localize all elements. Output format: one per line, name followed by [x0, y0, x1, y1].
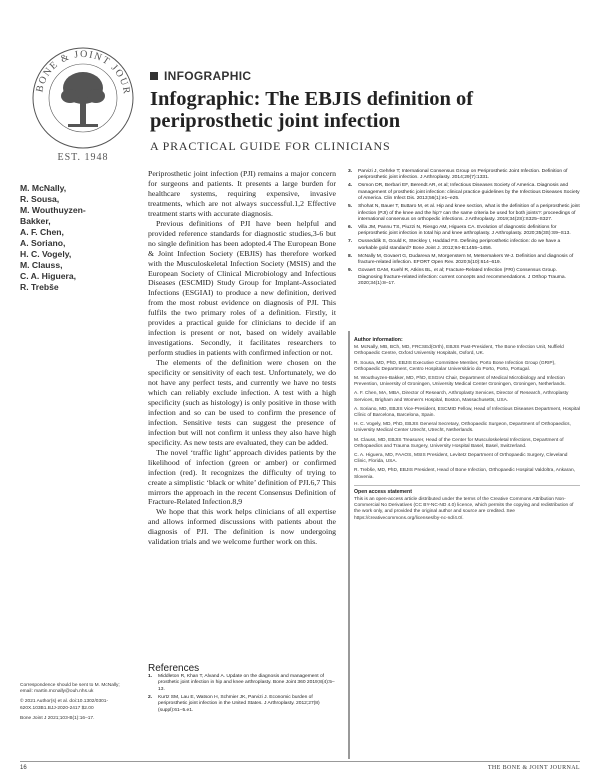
references-list-left [148, 674, 336, 716]
references-heading: References [148, 663, 200, 674]
author: A. Soriano, [20, 238, 66, 248]
references-list-right [348, 169, 580, 289]
body-paragraph: Previous definitions of PJI have been helpful and provided reference standards for diagnostic studies,3-6 but no single definition has been adopted.4 The European Bone & Joint Infection Society (EBJIS) has therefore worked with the Musculoskeletal Infection Society (MSIS) and the European Society of Clinical Microbiology and Infectious Diseases (ESCMID) Study Group for Implant-Associated Infections (ESGIAI) to produce a new definition, derived from the most robust evidence on diagnosis of PJI. This fulfils the two primary roles of a definition. Firstly, it provides a practical guide for clinicians to decide if an infection is present or not, based on widely available investigations. Secondly, it facilitates researchers to perform studies in patients with confirmed infection or not. [148, 218, 336, 358]
page-number: 16 [20, 765, 27, 771]
reference-item [148, 695, 336, 714]
reference-text: Shohat N, Bauer T, Buttaro M, et al. Hip and knee section, what is the definition of a periprosthetic joint infection (PJI) of the knee and the hip? can the same criteria be used for both joints?: proceedings of international consensus on orthopedic infections. J Arthroplasty. 2019;34(2S):S325–S327. [358, 204, 580, 223]
reference-text: Osmon DR, Berbari EF, Berendt AR, et al; Infectious Diseases Society of America. Diagnosis and management of prosthetic joint infection: clinical practice guidelines by the Infectious Diseases Society of America. Clin Infect Dis. 2013;56(1):e1–e25. [358, 183, 580, 202]
body-paragraph: We hope that this work helps clinicians of all expertise and allows informed discussions with patients about the diagnosis of PJI. The definition is now undergoing validation trials and we welcome further work on this. [148, 507, 336, 547]
reference-number: 5. [348, 204, 353, 210]
journal-logo [28, 16, 138, 166]
author: M. McNally, [20, 183, 67, 193]
author-affiliation: M. McNally, MB, BCh, MD, FRCSEd(Orth), EBJIS Past-President, The Bone Infection Unit, Nuffield Orthopaedic Centre, Oxford University Hospitals, Oxford, UK. [354, 345, 564, 357]
section-tag [150, 69, 251, 83]
author: M. Clauss, [20, 260, 63, 270]
author-affiliation: C. A. Higuera, MD, FAAOS, MSIS President, Levitetz Department of Orthopaedic Surgery, Cleveland Clinic, Florida, USA. [354, 453, 568, 465]
author-information-box [348, 331, 580, 759]
author-affiliation: A. F. Chen, MA, MBA, Director of Research, Arthroplasty Services, Director of Research, Arthroplasty Services, Brigham and Women's Hospital, Boston, Massachusetts, USA. [354, 391, 569, 403]
journal-name: THE BONE & JOINT JOURNAL [487, 765, 580, 771]
reference-item [348, 204, 580, 223]
bone-joint-seal-icon [28, 16, 138, 166]
reference-item [348, 225, 580, 238]
body-paragraph: Periprosthetic joint infection (PJI) remains a major concern for surgeons and patients. It presents a large burden for healthcare systems, requiring expensive, invasive treatments, which are not always successful.1,2 Effective treatment starts with accurate diagnosis. [148, 169, 336, 218]
section-tag-label: INFOGRAPHIC [164, 69, 252, 83]
square-bullet-icon [150, 72, 158, 80]
body-paragraph: The elements of the definition were chosen on the specificity or sensitivity of each test. Unfortunately, we do not have any perfect tests, and currently we have no tests which can reliably exclude infection. A test with a high specificity (such as histology) is only positive in those with infection and so can be used to confirm the presence of infection. Sensitive tests can suggest the presence of infection but will not confirm it unless they also have high specificity. As new tests are evaluated, they can be added. [148, 358, 336, 447]
author: M. Wouthuyzen-Bakker, [20, 205, 86, 226]
author-affiliation: H. C. Vogely, MD, PhD, EBJIS General Secretary, Orthopaedic Surgeon, Department of Orthopaedics, University Medical Center Utrecht, Utrecht, Netherlands. [354, 422, 571, 434]
divider [354, 485, 580, 486]
reference-number: 9. [348, 268, 353, 274]
reference-item [348, 268, 580, 287]
reference-text: Kurtz SM, Lau E, Watson H, Schmier JK, Parvizi J. Economic burden of periprosthetic joint infection in the United States. J Arthroplasty. 2012;27(8)(suppl):61–5.e1. [158, 694, 320, 713]
author: A. F. Chen, [20, 227, 64, 237]
author-list [20, 183, 115, 293]
reference-item [348, 183, 580, 202]
reference-item [148, 674, 336, 693]
reference-item [348, 254, 580, 267]
page-footer [20, 761, 580, 773]
svg-text:THE BONE & JOINT JOURNAL: BONE & JOINT JOUR [34, 48, 133, 96]
reference-number: 3. [348, 169, 353, 174]
body-paragraph: The novel ‘traffic light’ approach divides patients by the likelihood of infection (green or amber) or confirmed infection (red). It recognizes the difficulty of trying to create a simplistic ‘black or white’ definition of PJI.6,7 This mirrors the approach in the recent Consensus Definition of Fracture-Related Infection.8,9 [148, 447, 336, 507]
reference-number: 1. [148, 674, 153, 679]
article-subtitle: A PRACTICAL GUIDE FOR CLINICIANS [150, 139, 391, 153]
author-affiliation: R. Sousa, MD, PhD, EBJIS Executive Committee Member, Porto Bone Infection Group (GRIP), Orthopaedic Department, Centro Hospitalar Universitário do Porto, Porto, Portugal. [354, 360, 556, 372]
footer-rule [20, 761, 580, 762]
author-affiliation: M. Clauss, MD, EBJIS Treasurer, Head of the Center for Musculoskeletal Infections, Department of Orthopaedics and Trauma Surgery, University Hospital Basel, Basel, Switzerland. [354, 437, 564, 449]
correspondence-block [20, 683, 120, 726]
author-affiliation: R. Trebše, MD, PhD, EBJIS President, Head of Bone Infection, Orthopaedic Hospital Valdoltra, Ankaran, Slovenia. [354, 468, 575, 480]
open-access-heading: Open access statement [354, 488, 412, 495]
reference-text: Parvizi J, Gehrke T; International Consensus Group on Periprosthetic Joint Infection. Definition of periprosthetic joint infection. J Arthroplasty. 2014;29(7):1331. [358, 169, 568, 181]
author: H. C. Vogely, [20, 249, 72, 259]
reference-number: 8. [348, 253, 353, 259]
reference-item [348, 169, 580, 182]
reference-number: 4. [348, 183, 353, 189]
author: R. Sousa, [20, 194, 60, 204]
author: C. A. Higuera, [20, 271, 77, 281]
reference-number: 6. [348, 225, 353, 231]
reference-text: Middleton R, Khan T, Alvand A. Update on the diagnosis and management of prosthetic joint infection in hip and knee arthroplasty. Bone Joint 360 2019;8(4):5–13. [158, 674, 335, 692]
reference-number: 2. [148, 694, 153, 700]
reference-text: Villa JM, Pannu TS, Piuzzi N, Riesgo AM, Higuera CA. Evolution of diagnostic definitions for periprosthetic joint infection in total hip and knee arthroplasty. J Arthroplasty. 2020;35(3S):S9–S13. [358, 225, 571, 237]
reference-item [348, 239, 580, 252]
author: R. Trebše [20, 282, 59, 292]
author-affiliation: M. Wouthuyzen-Bakker, MD, PhD, ESGIAI Chair, Department of Medical Microbiology and Infection Prevention, University of Groningen, University Medical Center Groningen, Groningen, Netherlands. [354, 376, 566, 388]
side-rule [348, 331, 350, 759]
reference-text: McNally M, Govaert G, Dudareva M, Morgenstern M, Metsemakers W-J. Definition and diagnosis of fracture-related infection. EFORT Open Rev. 2020;5(10):614–619. [358, 253, 574, 266]
open-access-text: This is an open-access article distributed under the terms of the Creative Commons Attribution Non-Commercial No Derivatives (CC BY-NC-ND 4.0) licence, which permits the copying and redistribution of the work only, and provided the original author and source are credited. See https://creativecommons.org/licenses/by-nc-nd/4.0/. [354, 497, 574, 521]
est-year: EST. 1948 [57, 152, 109, 163]
correspondence-note: Correspondence should be sent to M. McNally; email: martin.mcnally@ouh.nhs.uk [20, 683, 120, 695]
author-info-heading: Author information: [354, 337, 403, 343]
copyright-doi: © 2021 Author(s) et al. doi:10.1302/0301-620X.103B1.BJJ-2020-2417 $2.00 [20, 699, 109, 711]
citation: Bone Joint J 2021;103-B(1):16–17. [20, 715, 95, 721]
body-text [148, 169, 336, 547]
author-affiliation: A. Soriano, MD, EBJIS Vice-President, ESCMID Fellow, Head of Infectious Diseases Department, Hospital Clínic of Barcelona, Barcelona, Spain. [354, 406, 580, 419]
reference-number: 7. [348, 239, 353, 245]
reference-text: Govaert GAM, Kuehl R, Atkins BL, et al; Fracture-Related Infection (FRI) Consensus Group. Diagnosing fracture-related infection: current concepts and recommendations. J Orthop Trauma. 2020;34(1):8–17. [358, 268, 566, 287]
reference-text: Ousseddik S, Gould K, Steckley I, Haddad FS. Defining periprosthetic infection: do we have a workable gold standard? Bone Joint J. 2012;94-B:1455–1456. [358, 239, 561, 251]
article-title: Infographic: The EBJIS definition of periprosthetic joint infection [150, 88, 474, 132]
